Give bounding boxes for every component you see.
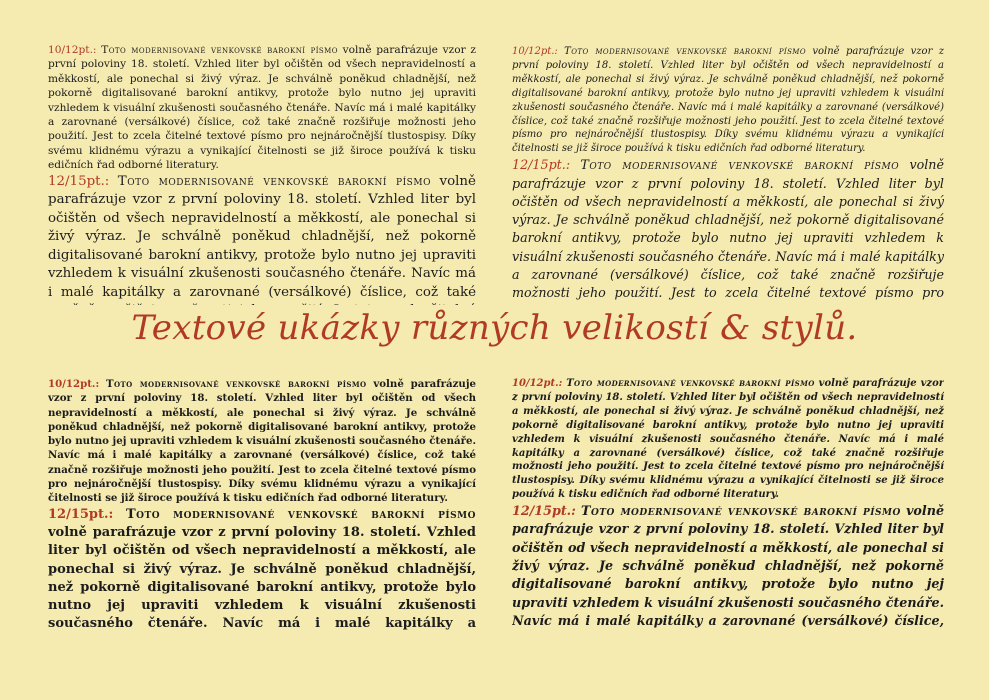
size-label-small: 10/12pt.: (48, 378, 100, 390)
smallcaps-phrase: Toto modernisované venkovské barokní písmo (564, 46, 806, 57)
size-label-large: 12/15pt.: (48, 506, 114, 522)
smallcaps-phrase: Toto modernisované venkovské barokní písmo (117, 173, 432, 189)
size-label-small: 10/12pt.: (512, 378, 563, 389)
sample-text: volně parafrázuje vzor z první poloviny 18. století. Vzhled liter byl očištěn od všech nepravidelností a měkkostí, ale ponechal si živý výraz. Je schválně poněkud chladnější, než pokorně digitalisované barokní antikvy, protože bylo nutno jej upraviti vzhledem k visuální zkušenosti současného čtenáře. Navíc má i malé kapitálky a zarovnané (versálkové) číslice, (512, 503, 944, 628)
sample-text: volně parafrázuje vzor z první poloviny 18. století. Vzhled liter byl očištěn od všech nepravidelností a měkkostí, ale ponechal si živý výraz. Je schválně poněkud chladnější, než pokorně digitalisované barokní antikvy, protože bylo nutno jej upraviti vzhledem k visuální zkušenosti současného čtenáře. Navíc má i malé kapitálky a zarovnané (versálkové) číslice, což také značně rozšiřuje možnosti jeho použití. Jest to zcela čitelné textové písmo pro (512, 157, 944, 301)
sample-text: volně parafrázuje vzor z první poloviny 18. století. Vzhled liter byl očištěn od všech nepravidelností a měkkostí, ale ponechal si živý výraz. Je schválně poněkud chladnější, než pokorně digitalisované barokní antikvy, protože bylo nutno jej upraviti vzhledem k visuální zkušenosti současného čtenáře. Navíc má i malé kapitálky a zarovnané (versálkové) číslice, což také značně rozšiřuje možnosti jeho použití. Jest to zcela čitelné textové písmo pro nejnáročnější tlustospisy. Díky svému klidnému výrazu a vynikající čitelnosti se již široce používá k tisku edičních řad odborné literatury. (48, 378, 476, 505)
size-label-large: 12/15pt.: (48, 173, 110, 189)
smallcaps-phrase: Toto modernisované venkovské barokní písmo (106, 378, 367, 390)
size-label-small: 10/12pt.: (512, 46, 558, 57)
sample-paragraph-12-15 (512, 502, 944, 632)
sample-paragraph-12-15 (48, 506, 476, 632)
sample-text: volně parafrázuje vzor z první poloviny 18. století. Vzhled liter byl očištěn od všech nepravidelností a měkkostí, ale ponechal si živý výraz. Je schválně poněkud chladnější, než pokorně digitalisované barokní antikvy, protože bylo nutno jej upraviti vzhledem k visuální zkušenosti současného čtenáře. Navíc má i malé kapitálky a (48, 524, 476, 632)
page-title: Textové ukázky různých velikostí & stylů. (131, 308, 858, 348)
sample-block-bold (48, 377, 476, 632)
smallcaps-phrase: Toto modernisované venkovské barokní písmo (580, 157, 900, 173)
sample-text: volně parafrázuje vzor z první poloviny 18. století. Vzhled liter byl očištěn od všech nepravidelností a měkkostí, ale ponechal si živý výraz. Je schválně poněkud chladnější, než pokorně digitalisované barokní antikvy, protože bylo nutno jej upraviti vzhledem k visuální zkušenosti současného čtenáře. Navíc má i malé kapitálky a zarovnané (versálkové) číslice, což také (48, 173, 476, 300)
smallcaps-phrase: Toto modernisované venkovské barokní písmo (125, 506, 476, 522)
sample-text: volně parafrázuje vzor z první poloviny 18. století. Vzhled liter byl očištěn od všech nepravidelností a měkkostí, ale ponechal si živý výraz. Je schválně poněkud chladnější, než pokorně digitalisované barokní antikvy, protože bylo nutno jej upraviti vzhledem k visuální zkušenosti současného čtenáře. Navíc má i malé kapitálky a zarovnané (versálkové) číslice, což také značně rozšiřuje možnosti jeho použití. Jest to zcela čitelné textové písmo pro nejnáročnější tlustospisy. Díky svému klidnému výrazu a vynikající čitelnosti se již široce používá k tisku edičních řad odborné literatury. (48, 44, 476, 172)
sample-paragraph-10-12 (48, 377, 476, 506)
sample-paragraph-10-12 (512, 377, 944, 502)
smallcaps-phrase: Toto modernisované venkovské barokní písmo (566, 378, 815, 389)
size-label-large: 12/15pt.: (512, 503, 576, 519)
sample-paragraph-10-12 (512, 45, 944, 156)
smallcaps-phrase: Toto modernisované venkovské barokní písmo (581, 503, 901, 519)
sample-paragraph-12-15 (48, 173, 476, 305)
size-label-small: 10/12pt.: (48, 44, 97, 56)
sample-paragraph-10-12 (48, 43, 476, 173)
smallcaps-phrase: Toto modernisované venkovské barokní písmo (101, 44, 338, 56)
sample-paragraph-12-15 (512, 156, 944, 305)
sample-text: volně parafrázuje vzor z první poloviny 18. století. Vzhled liter byl očištěn od všech nepravidelností a měkkostí, ale ponechal si živý výraz. Je schválně poněkud chladnější, než pokorně digitalisované barokní antikvy, protože bylo nutno jej upraviti vzhledem k visuální zkušenosti současného čtenáře. Navíc má i malé kapitálky a zarovnané (versálkové) číslice, což také značně rozšiřuje možnosti jeho použití. Jest to zcela čitelné textové písmo pro nejnáročnější tlustospisy. Díky svému klidnému výrazu a vynikající čitelnosti se již široce používá k tisku edičních řad odborné literatury. (512, 378, 944, 501)
sample-block-regular (48, 43, 476, 305)
sample-text: volně parafrázuje vzor z první poloviny 18. století. Vzhled liter byl očištěn od všech nepravidelností a měkkostí, ale ponechal si živý výraz. Je schválně poněkud chladnější, než pokorně digitalisované barokní antikvy, protože bylo nutno jej upraviti vzhledem k visuální zkušenosti současného čtenáře. Navíc má i malé kapitálky a zarovnané (versálkové) číslice, což také značně rozšiřuje možnosti jeho použití. Jest to zcela čitelné textové písmo pro nejnáročnější tlustospisy. Díky svému klidnému výrazu a vynikající čitelnosti se již široce používá k tisku edičních řad odborné literatury. (512, 46, 944, 155)
sample-block-italic (512, 45, 944, 305)
size-label-large: 12/15pt.: (512, 157, 571, 173)
sample-block-bold-italic (512, 377, 944, 632)
